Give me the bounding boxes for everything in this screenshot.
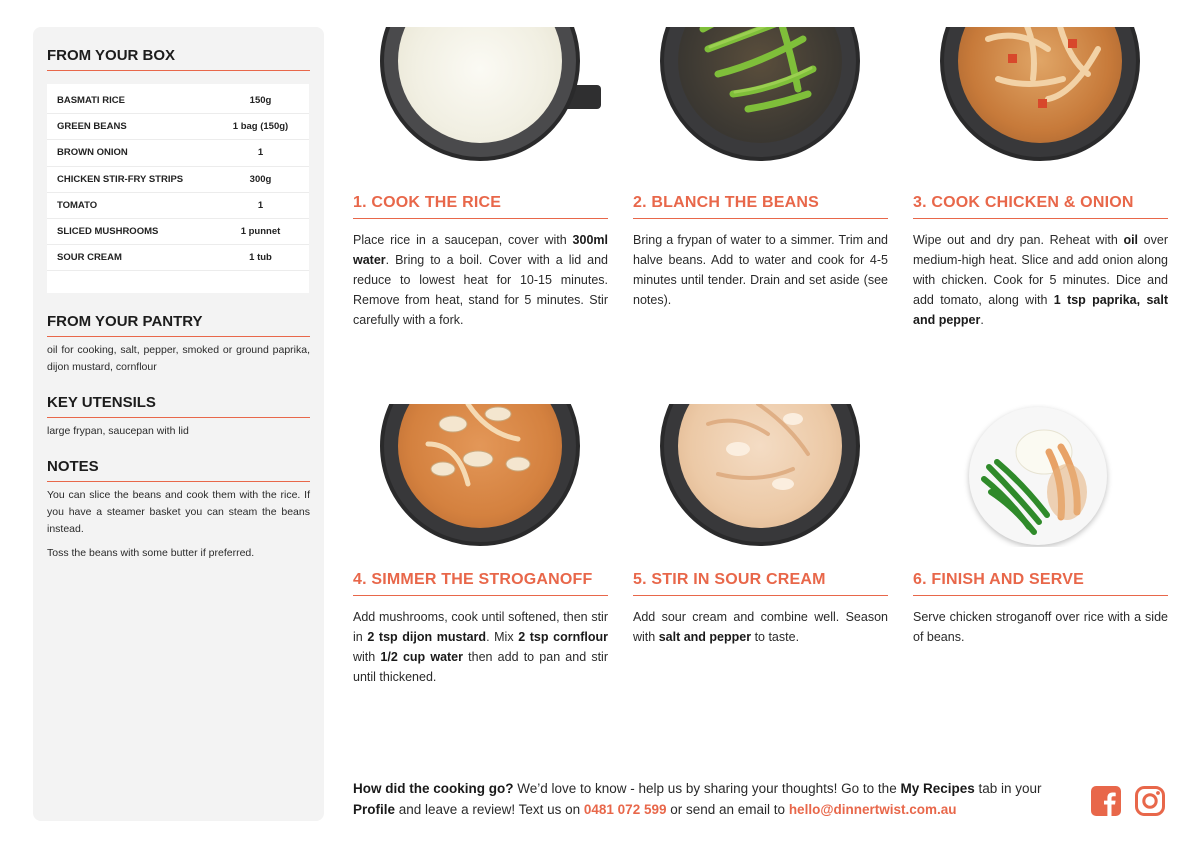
step-6 [913, 404, 1168, 647]
ingredient-qty: 150g [249, 95, 272, 107]
highlighted-quantity: 1 tsp paprika, salt and pepper [913, 293, 1168, 327]
instagram-icon[interactable] [1134, 785, 1166, 822]
ingredient-qty: 1 [257, 147, 264, 159]
ingredient-name: BASMATI RICE [57, 95, 125, 107]
mushroom-icon [398, 404, 562, 528]
step-title: 2. BLANCH THE BEANS [633, 194, 888, 219]
phone-link[interactable]: 0481 072 599 [583, 802, 667, 817]
chicken-onion-pan-photo [913, 27, 1168, 170]
step-2 [633, 27, 888, 310]
step-title: 4. SIMMER THE STROGANOFF [353, 571, 608, 596]
ingredient-qty: 1 [257, 199, 264, 211]
ingredient-name: SOUR CREAM [57, 252, 122, 264]
step-body [633, 230, 888, 310]
step-body [633, 607, 888, 647]
step-body [353, 230, 608, 330]
step-1 [353, 27, 608, 330]
utensils-text: large frypan, saucepan with lid [47, 425, 189, 437]
highlighted-quantity: salt and pepper [658, 630, 752, 644]
notes-text: Toss the beans with some butter if preferred. [47, 547, 255, 559]
table-row [47, 219, 309, 245]
instruction-text: Wipe out and dry pan. Reheat with [913, 233, 1124, 247]
email-link[interactable]: hello@dinnertwist.com.au [788, 802, 957, 817]
step-5 [633, 404, 888, 647]
ingredient-name: CHICKEN STIR-FRY STRIPS [57, 173, 184, 185]
instruction-text: Bring a frypan of water to a simmer. Trim and halve beans. Add to water and cook for 4-5 minutes until tender. Drain and set aside (see notes). [633, 233, 888, 307]
table-row [47, 193, 309, 219]
instruction-text: to taste. [751, 630, 800, 644]
instruction-text: Place rice in a saucepan, cover with [353, 233, 573, 247]
step-body [353, 607, 608, 687]
chicken-strips-icon [958, 27, 1122, 143]
box-ingredients-table [47, 84, 309, 293]
instruction-text: then add to pan and stir until thickened. [353, 650, 608, 684]
box-heading: FROM YOUR BOX [47, 47, 310, 71]
ingredient-name: TOMATO [57, 199, 98, 211]
plated-dish-photo [913, 404, 1168, 547]
instruction-text: . Mix [486, 630, 519, 644]
step-body [913, 607, 1168, 647]
ingredient-qty: 300g [249, 173, 272, 185]
utensils-heading: KEY UTENSILS [47, 394, 310, 418]
creamy-sauce-icon [678, 404, 842, 528]
step-4 [353, 404, 608, 687]
instruction-text: Serve chicken stroganoff over rice with a side of beans. [913, 610, 1168, 644]
rice-saucepan-photo [353, 27, 608, 170]
instruction-text: Add sour cream and combine well. Season with [633, 610, 888, 644]
ingredient-name: GREEN BEANS [57, 121, 127, 133]
review-footer: How did the cooking go? We’d love to know - help us by sharing your thoughts! Go to the My Recipes tab in your Profile and leave a review! Text us on 0481 072 599 or send an email to hello@dinnertwist.com.au [353, 781, 1042, 817]
highlighted-quantity: 2 tsp cornflour [518, 630, 608, 644]
my-recipes-link[interactable]: My Recipes [900, 781, 975, 796]
instruction-text: Add mushrooms, cook until softened, then stir in [353, 610, 608, 644]
ingredient-name: BROWN ONION [57, 147, 128, 159]
ingredient-qty: 1 bag (150g) [232, 121, 289, 133]
step-body [913, 230, 1168, 330]
highlighted-quantity: 2 tsp dijon mustard [367, 630, 487, 644]
step-title: 5. STIR IN SOUR CREAM [633, 571, 888, 596]
table-row [47, 245, 309, 271]
instruction-text: over medium-high heat. Slice and add onion along with chicken. Cook for 5 minutes. Dice and add tomato, along with [913, 233, 1168, 307]
table-row [47, 88, 309, 114]
step-3 [913, 27, 1168, 330]
table-row [47, 140, 309, 166]
instruction-text: . Bring to a boil. Cover with a lid and reduce to lowest heat for 10-15 minutes. Remove from heat, stand for 5 minutes. Stir carefully with a fork. [353, 253, 608, 327]
green-beans-icon [678, 27, 842, 143]
stroganoff-simmer-photo [353, 404, 608, 547]
facebook-icon[interactable] [1090, 785, 1122, 822]
step-title: 3. COOK CHICKEN & ONION [913, 194, 1168, 219]
ingredient-name: SLICED MUSHROOMS [57, 226, 159, 238]
step-title: 6. FINISH AND SERVE [913, 571, 1168, 596]
plated-meal-icon [969, 407, 1107, 545]
table-row [47, 114, 309, 140]
highlighted-quantity: oil [1123, 233, 1139, 247]
notes-heading: NOTES [47, 458, 310, 482]
pantry-text: oil for cooking, salt, pepper, smoked or ground paprika, dijon mustard, cornflour [47, 344, 310, 373]
ingredient-qty: 1 punnet [240, 226, 281, 238]
beans-strainer-photo [633, 27, 888, 170]
highlighted-quantity: 1/2 cup water [380, 650, 463, 664]
instruction-text: with [353, 650, 381, 664]
ingredients-sidebar [33, 27, 324, 821]
sour-cream-pan-photo [633, 404, 888, 547]
step-title: 1. COOK THE RICE [353, 194, 608, 219]
highlighted-quantity: 300ml water [353, 233, 608, 267]
pantry-heading: FROM YOUR PANTRY [47, 313, 310, 337]
instruction-text: . [980, 313, 984, 327]
table-row [47, 167, 309, 193]
profile-link[interactable]: Profile [353, 802, 396, 817]
notes-text: You can slice the beans and cook them with the rice. If you have a steamer basket you can steam the beans instead. [47, 489, 310, 535]
ingredient-qty: 1 tub [249, 252, 272, 264]
footer-question: How did the cooking go? [353, 781, 514, 796]
